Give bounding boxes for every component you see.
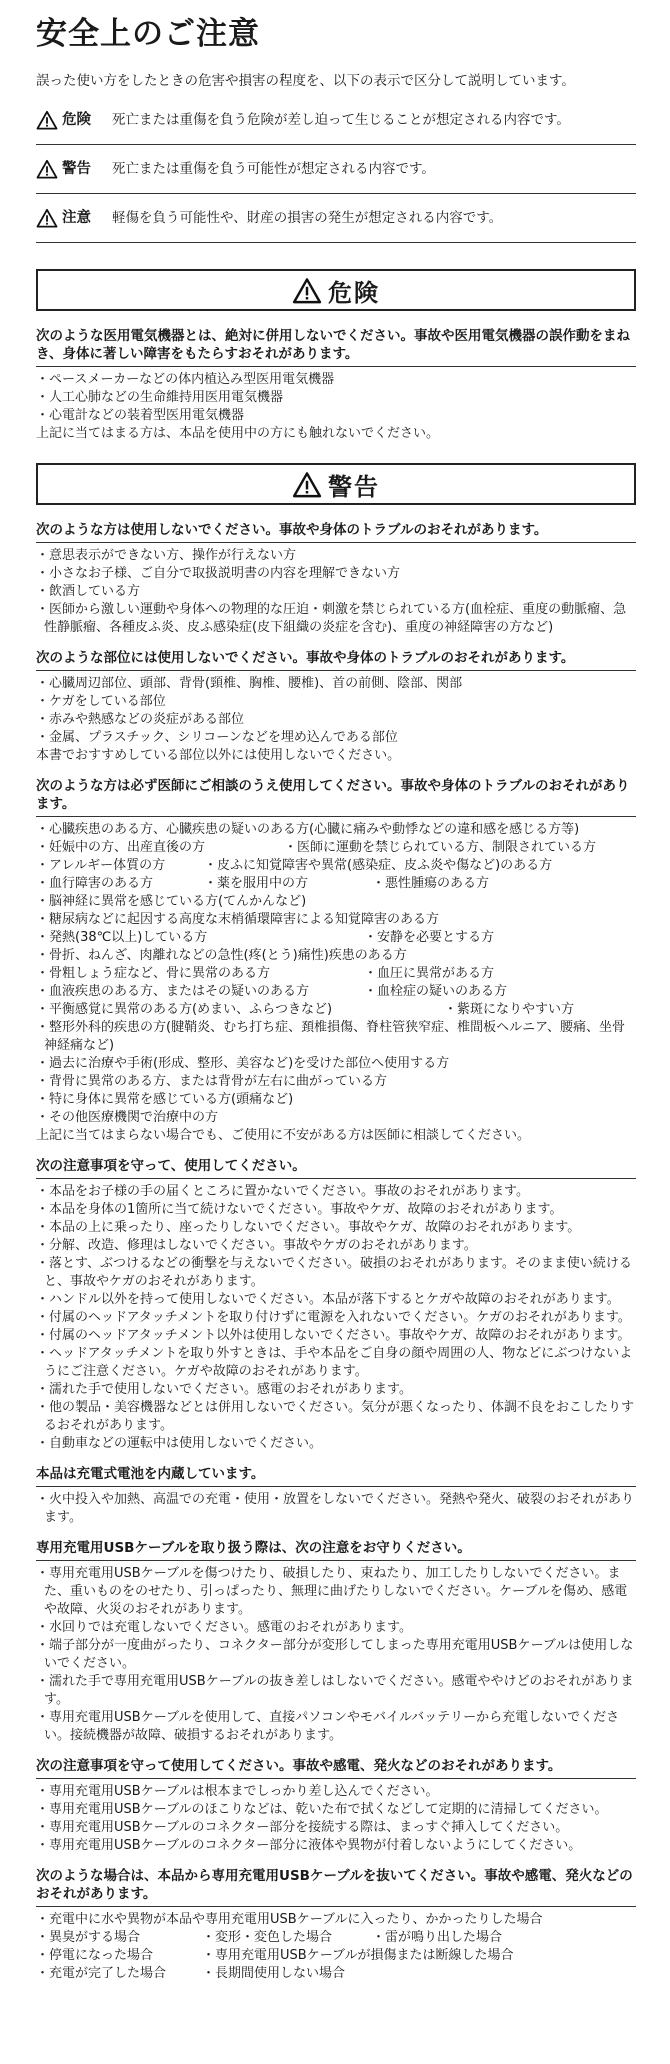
section-heading: 次のような方は使用しないでください。事故や身体のトラブルのおそれがあります。 (36, 521, 636, 543)
section-heading: 次のような方は必ず医師にご相談のうえ使用してください。事故や身体のトラブルのおそれがあります。 (36, 777, 636, 817)
legend-warning (36, 145, 636, 194)
list-item: ・ ハンドル以外を持って使用しないでください。本品が落下するとケガや故障のおそれがあります。 (36, 1291, 636, 1309)
list-item: ・ 医師に運動を禁じられている方、制限されている方 (284, 839, 596, 857)
list-item: ・ 金属、プラスチック、シリコーンなどを埋め込んである部位 (36, 729, 636, 747)
list-item: ・ 付属のヘッドアタッチメントを取り付けずに電源を入れないでください。ケガのおそれがあります。 (36, 1309, 636, 1327)
list-item: ・ 専用充電用USBケーブルを使用して、直接パソコンやモバイルバッテリーから充電しないでください。接続機器が故障、破損するおそれがあります。 (36, 1709, 636, 1745)
list-item: ・ 骨粗しょう症など、骨に異常のある方 (36, 965, 364, 983)
warning-section (36, 1157, 636, 1453)
warning-triangle-icon (36, 110, 58, 130)
list-item: ・ 端子部分が一度曲がったり、コネクター部分が変形してしまった専用充電用USBケーブルは使用しないでください。 (36, 1637, 636, 1673)
legend (36, 102, 636, 243)
list-item: ・ 変形・変色した場合 (202, 1929, 372, 1947)
list-item: ・ 火中投入や加熱、高温での充電・使用・放置をしないでください。発熱や発火、破裂のおそれがあります。 (36, 1491, 636, 1527)
section-note: 上記に当てはまる方は、本品を使用中の方にも触れないでください。 (36, 426, 440, 441)
danger-section (36, 327, 636, 443)
section-heading: 次の注意事項を守って、使用してください。 (36, 1157, 636, 1179)
warning-triangle-icon (292, 277, 322, 304)
list-item: ・ 分解、改造、修理はしないでください。事故やケガのおそれがあります。 (36, 1237, 636, 1255)
list-item: ・ 飲酒している方 (36, 583, 636, 601)
list-item: ・ 自動車などの運転中は使用しないでください。 (36, 1435, 636, 1453)
list-item: ・ 心臓周辺部位、頭部、背骨(頸椎、胸椎、腰椎)、首の前側、陰部、関部 (36, 675, 636, 693)
list-item: ・ 人工心肺などの生命維持用医用電気機器 (36, 389, 636, 407)
list-item: ・ 停電になった場合 (36, 1947, 202, 1965)
list-item: ・ 専用充電用USBケーブルのほこりなどは、乾いた布で拭くなどして定期的に清掃してください。 (36, 1801, 636, 1819)
list-item: ・ 他の製品・美容機器などとは併用しないでください。気分が悪くなったり、体調不良をおこしたりするおそれがあります。 (36, 1399, 636, 1435)
warning-section (36, 1757, 636, 1855)
list-item: ・ 本品をお子様の手の届くところに置かないでください。事故のおそれがあります。 (36, 1183, 636, 1201)
list-item: ・ 付属のヘッドアタッチメント以外は使用しないでください。事故やケガ、故障のおそれがあります。 (36, 1327, 636, 1345)
list-item: ・ 整形外科的疾患の方(腱鞘炎、むち打ち症、頚椎損傷、脊柱管狭窄症、椎間板ヘルニア、腰痛、坐骨神経痛など) (36, 1019, 636, 1055)
list-item: ・ 皮ふに知覚障害や異常(感染症、皮ふ炎や傷など)のある方 (204, 857, 552, 875)
warning-section (36, 1867, 636, 1983)
list-item: ・ 血圧に異常がある方 (364, 965, 494, 983)
legend-key-label: 注意 (62, 210, 91, 226)
warning-banner (36, 463, 636, 505)
list-item: ・ 心臓疾患のある方、心臓疾患の疑いのある方(心臓に痛みや動悸などの違和感を感じる方等) (36, 821, 636, 839)
list-item: ・ 意思表示ができない方、操作が行えない方 (36, 547, 636, 565)
section-heading: 次のような部位には使用しないでください。事故や身体のトラブルのおそれがあります。 (36, 649, 636, 671)
list-item: ・ 専用充電用USBケーブルを傷つけたり、破損したり、束ねたり、加工したりしないでください。また、重いものをのせたり、引っぱったり、無理に曲げたりしないでください。ケーブルを傷め、感電や故障、火災のおそれがあります。 (36, 1565, 636, 1619)
list-item: ・ ペースメーカーなどの体内植込み型医用電気機器 (36, 371, 636, 389)
list-item: ・ 安静を必要とする方 (364, 929, 494, 947)
list-item: ・ 薬を服用中の方 (204, 875, 372, 893)
list-item: ・ その他医療機関で治療中の方 (36, 1109, 636, 1127)
list-item: ・ 専用充電用USBケーブルが損傷または断線した場合 (202, 1947, 514, 1965)
list-item: ・ 長期間使用しない場合 (202, 1965, 345, 1983)
list-item: ・ 異臭がする場合 (36, 1929, 202, 1947)
list-item: ・ 血液疾患のある方、またはその疑いのある方 (36, 983, 364, 1001)
warning-section (36, 1465, 636, 1527)
list-item: ・ アレルギー体質の方 (36, 857, 204, 875)
section-note: 上記に当てはまらない場合でも、ご使用に不安がある方は医師に相談してください。 (36, 1128, 531, 1143)
legend-text: 死亡または重傷を負う危険が差し迫って生じることが想定される内容です。 (112, 112, 570, 128)
list-item: ・ 平衡感覚に異常のある方(めまい、ふらつきなど) (36, 1001, 444, 1019)
section-heading: 次の注意事項を守って使用してください。事故や感電、発火などのおそれがあります。 (36, 1757, 636, 1779)
list-item: ・ 赤みや熱感などの炎症がある部位 (36, 711, 636, 729)
warning-section (36, 521, 636, 637)
list-item: ・ 落とす、ぶつけるなどの衝撃を与えないでください。破損のおそれがあります。そのまま使い続けると、事故やケガのおそれがあります。 (36, 1255, 636, 1291)
list-item: ・ ヘッドアタッチメントを取り外すときは、手や本品をご自身の顔や周囲の人、物などにぶつけないようにご注意ください。ケガや故障のおそれがあります。 (36, 1345, 636, 1381)
list-item: ・ 背骨に異常のある方、または背骨が左右に曲がっている方 (36, 1073, 636, 1091)
section-heading: 本品は充電式電池を内蔵しています。 (36, 1465, 636, 1487)
list-item: ・ 発熱(38℃以上)している方 (36, 929, 364, 947)
list-item: ・ 骨折、ねんざ、肉離れなどの急性(疼(とう)痛性)疾患のある方 (36, 947, 636, 965)
list-item: ・ 糖尿病などに起因する高度な末梢循環障害による知覚障害のある方 (36, 911, 636, 929)
list-item: ・ 血行障害のある方 (36, 875, 204, 893)
list-item: ・ 脳神経に異常を感じている方(てんかんなど) (36, 893, 636, 911)
warning-section (36, 649, 636, 765)
legend-text: 軽傷を負う可能性や、財産の損害の発生が想定される内容です。 (112, 210, 503, 226)
list-item: ・ 妊娠中の方、出産直後の方 (36, 839, 284, 857)
section-heading: 次のような医用電気機器とは、絶対に併用しないでください。事故や医用電気機器の誤作動をまねき、身体に著しい障害をもたらすおそれがあります。 (36, 327, 636, 367)
legend-key-label: 警告 (62, 161, 91, 177)
list-item: ・ 専用充電用USBケーブルのコネクター部分を接続する際は、まっすぐ挿入してください。 (36, 1819, 636, 1837)
section-heading: 専用充電用USBケーブルを取り扱う際は、次の注意をお守りください。 (36, 1539, 636, 1561)
list-item: ・ 血栓症の疑いのある方 (364, 983, 507, 1001)
list-item: ・ 水回りでは充電しないでください。感電のおそれがあります。 (36, 1619, 636, 1637)
section-heading: 次のような場合は、本品から専用充電用USBケーブルを抜いてください。事故や感電、発火などのおそれがあります。 (36, 1867, 636, 1907)
legend-danger (36, 102, 636, 145)
danger-banner (36, 269, 636, 311)
danger-banner-label: 危険 (328, 278, 380, 307)
list-item: ・ 充電中に水や異物が本品や専用充電用USBケーブルに入ったり、かかったりした場合 (36, 1911, 636, 1929)
list-item: ・ 充電が完了した場合 (36, 1965, 202, 1983)
legend-key-label: 危険 (62, 112, 91, 128)
page-title: 安全上のご注意 (36, 16, 260, 52)
list-item: ・ 小さなお子様、ご自分で取扱説明書の内容を理解できない方 (36, 565, 636, 583)
list-item: ・ 医師から激しい運動や身体への物理的な圧迫・刺激を禁じられている方(血栓症、重度の動脈瘤、急性静脈瘤、各種皮ふ炎、皮ふ感染症(皮下組織の炎症を含む)、重度の神経障害の方など) (36, 601, 636, 637)
list-item: ・ 雷が鳴り出した場合 (372, 1929, 502, 1947)
list-item: ・ 紫斑になりやすい方 (444, 1001, 574, 1019)
list-item: ・ 悪性腫瘍のある方 (372, 875, 489, 893)
section-note: 本書でおすすめしている部位以外には使用しないでください。 (36, 748, 401, 763)
legend-caution (36, 194, 636, 243)
legend-text: 死亡または重傷を負う可能性が想定される内容です。 (112, 161, 435, 177)
intro-text: 誤った使い方をしたときの危害や損害の程度を、以下の表示で区分して説明しています。 (36, 73, 575, 89)
warning-section (36, 777, 636, 1145)
list-item: ・ 濡れた手で使用しないでください。感電のおそれがあります。 (36, 1381, 636, 1399)
warning-banner-label: 警告 (328, 472, 380, 501)
warning-section (36, 1539, 636, 1745)
list-item: ・ 本品を身体の1箇所に当て続けないでください。事故やケガ、故障のおそれがあります。 (36, 1201, 636, 1219)
list-item: ・ 特に身体に異常を感じている方(頭痛など) (36, 1091, 636, 1109)
list-item: ・ 濡れた手で専用充電用USBケーブルの抜き差しはしないでください。感電ややけどのおそれがあります。 (36, 1673, 636, 1709)
list-item: ・ 本品の上に乗ったり、座ったりしないでください。事故やケガ、故障のおそれがあります。 (36, 1219, 636, 1237)
warning-triangle-icon (36, 208, 58, 228)
warning-triangle-icon (292, 471, 322, 498)
list-item: ・ 心電計などの装着型医用電気機器 (36, 407, 636, 425)
list-item: ・ ケガをしている部位 (36, 693, 636, 711)
list-item: ・ 過去に治療や手術(形成、整形、美容など)を受けた部位へ使用する方 (36, 1055, 636, 1073)
list-item: ・ 専用充電用USBケーブルは根本までしっかり差し込んでください。 (36, 1783, 636, 1801)
warning-triangle-icon (36, 159, 58, 179)
list-item: ・ 専用充電用USBケーブルのコネクター部分に液体や異物が付着しないようにしてください。 (36, 1837, 636, 1855)
